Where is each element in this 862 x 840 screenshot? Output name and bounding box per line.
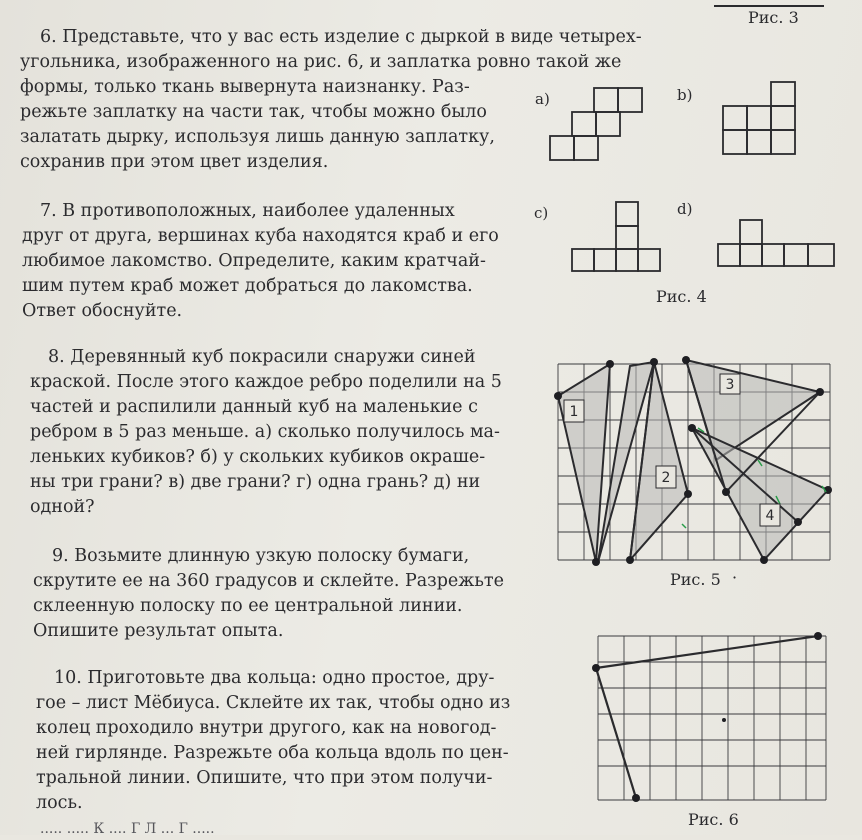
fig6-diagram	[588, 630, 832, 806]
fig4-label-d: d)	[677, 200, 693, 218]
fig5-caption: Рис. 5	[670, 570, 721, 589]
fig4-shape-a	[548, 86, 648, 162]
problem7-line5: Ответ обоснуйте.	[22, 301, 183, 321]
problem9-line3: склеенную полоску по ее центральной линии.	[33, 596, 463, 616]
problem9-line2: скрутите ее на 360 градусов и склейте. Разрежьте	[33, 571, 504, 591]
problem8-line5: леньких кубиков? б) у скольких кубиков окраше-	[30, 447, 486, 467]
fig4-shape-b	[719, 80, 799, 158]
problem7-line1: 7. В противоположных, наиболее удаленных	[40, 201, 455, 221]
fig4-label-b: b)	[677, 86, 693, 104]
problem10-line3: колец проходило внутри другого, как на новогод-	[36, 718, 497, 738]
problem9-line1: 9. Возьмите длинную узкую полоску бумаги,	[52, 546, 470, 566]
fig5-label-3: 3	[725, 377, 735, 393]
fig4-shape-c	[570, 200, 666, 274]
fig5-label-4: 4	[765, 508, 775, 524]
fig5-label-2: 2	[661, 470, 671, 486]
problem7-line3: любимое лакомство. Определите, каким кратчай-	[22, 251, 486, 271]
problem7-line2: друг от друга, вершинах куба находятся краб и его	[22, 226, 499, 246]
fig5-diagram	[548, 356, 840, 570]
fig4-label-c: c)	[534, 204, 549, 222]
problem8-line6: ны три грани? в) две грани? г) одна грань? д) ни	[30, 472, 481, 492]
fig5-label-1: 1	[569, 404, 579, 420]
fig4-label-a: a)	[535, 90, 550, 108]
fig6-caption: Рис. 6	[688, 810, 739, 829]
problem8-line3: частей и распилили данный куб на маленькие с	[30, 397, 478, 417]
problem10-line1: 10. Приготовьте два кольца: одно простое, дру-	[54, 668, 495, 688]
problem6-line3: формы, только ткань вывернута наизнанку. Раз-	[20, 77, 470, 97]
problem6-line5: залатать дырку, используя лишь данную заплатку,	[20, 127, 495, 147]
problem10-line5: тральной линии. Опишите, что при этом получи-	[36, 768, 493, 788]
fig4-shape-d	[714, 218, 840, 270]
problem8-line7: одной?	[30, 497, 95, 517]
problem10-line4: ней гирлянде. Разрежьте оба кольца вдоль по цен-	[36, 743, 509, 763]
problem10-line2: гое – лист Мёбиуса. Склейте их так, чтобы одно из	[36, 693, 511, 713]
problem6-line4: режьте заплатку на части так, чтобы можно было	[20, 102, 487, 122]
problem8-line4: ребром в 5 раз меньше. а) сколько получилось ма-	[30, 422, 500, 442]
problem6-line1: 6. Представьте, что у вас есть изделие с дыркой в виде четырех-	[40, 27, 642, 47]
problem7-line4: шим путем краб может добраться до лакомства.	[22, 276, 473, 296]
fig5-marker: ·	[732, 568, 738, 587]
problem6-line2: угольника, изображенного на рис. 6, и заплатка ровно такой же	[20, 52, 622, 72]
footer-fragment: ..... ..... К .... Г Л ... Г .....	[40, 821, 215, 837]
problem8-line1: 8. Деревянный куб покрасили снаружи синей	[48, 347, 476, 367]
problem8-line2: краской. После этого каждое ребро поделили на 5	[30, 372, 502, 392]
problem10-line6: лось.	[36, 793, 83, 813]
problem9-line4: Опишите результат опыта.	[33, 621, 284, 641]
fig4-caption: Рис. 4	[656, 287, 707, 306]
problem6-line6: сохранив при этом цвет изделия.	[20, 152, 329, 172]
fig3-caption: Рис. 3	[748, 8, 799, 27]
